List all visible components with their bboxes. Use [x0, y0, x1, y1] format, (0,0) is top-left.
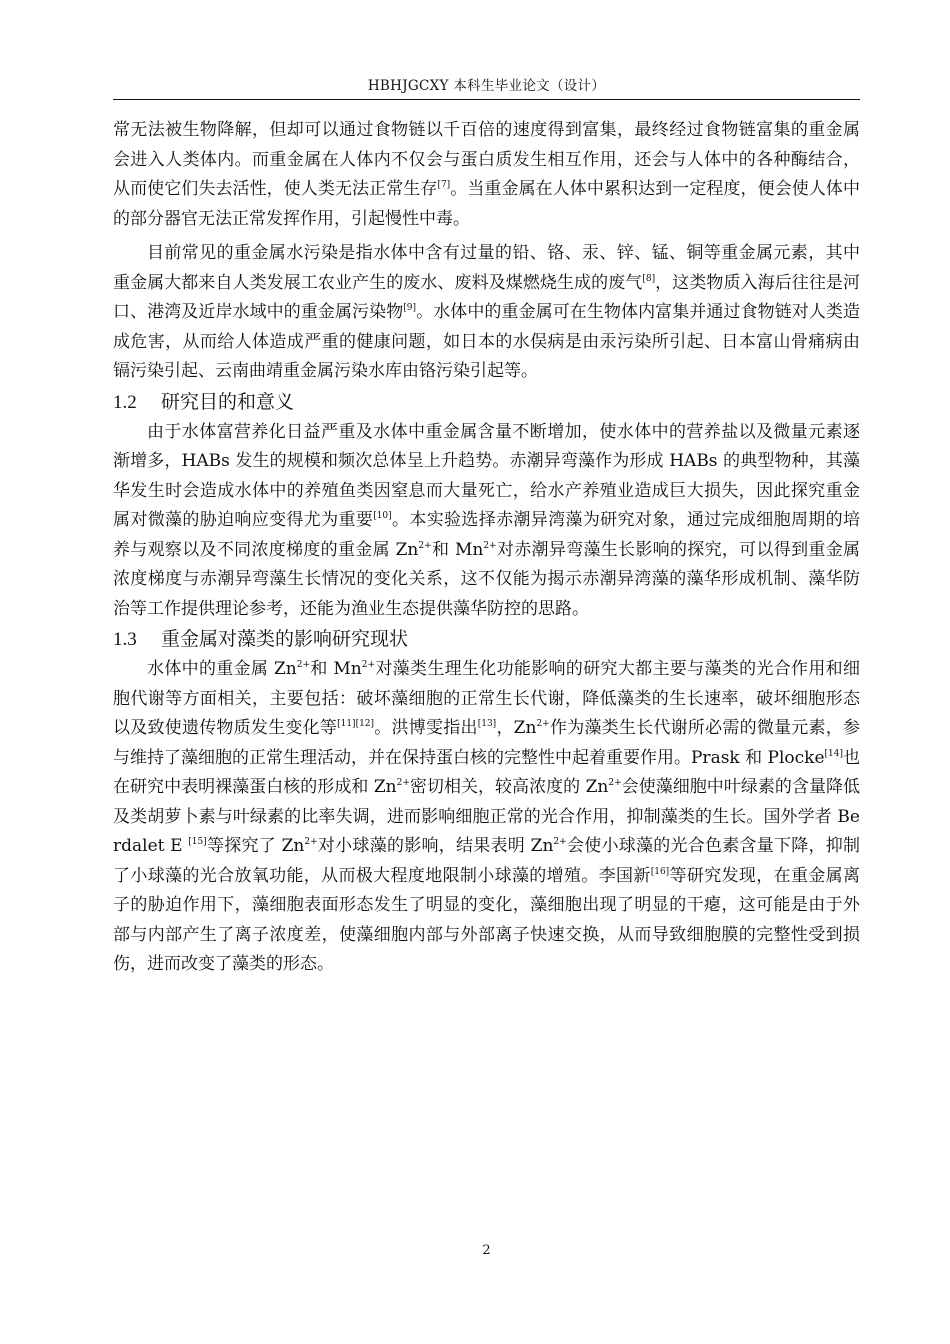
citation-ref: [13] [477, 719, 497, 729]
header-rule [113, 99, 860, 100]
citation-ref: [15] [188, 837, 207, 847]
citation-ref: [10] [373, 511, 392, 521]
section-title: 重金属对藻类的影响研究现状 [161, 628, 409, 650]
paragraph-heavy-metal-accumulation [113, 116, 860, 234]
text-run: 等研究发现，在重金属离子的胁迫作用下，藻细胞表面形态发生了明显的变化，藻细胞出现了明显的干瘪，这可能是由于外部与内部产生了离子浓度差，使藻细胞内部与外部离子快速交换，从而导致细胞膜的完整性受到损伤，进而改变了藻类的形态。 [113, 865, 861, 974]
superscript-charge: 2+ [304, 837, 318, 847]
superscript-charge: 2+ [483, 540, 497, 551]
section-number: 1.3 [113, 629, 137, 650]
text-run: 密切相关，较高浓度的 Zn [409, 777, 609, 797]
paragraph-research-purpose [113, 418, 860, 625]
text-run: 。本实验选择赤潮异湾藻为研究对象，通过完成细胞周期的培养与观察以及不同浓度梯度的重金属 Zn [113, 510, 861, 560]
text-run: 和 Mn [431, 539, 484, 560]
text-run: ，Zn [496, 718, 537, 738]
paragraph-water-pollution [113, 239, 860, 387]
text-run: 对赤潮异弯藻生长影响的探究，可以得到重金属浓度梯度与赤潮异弯藻生长情况的变化关系，这不仅能为揭示赤潮异湾藻的藻华形成机制、藻华防治等工作提供理论参考，还能为渔业生态提供藻华防控的思路。 [113, 539, 861, 619]
text-run: 作为藻类生长代谢所必需的微量元素，参与维持了藻细胞的正常生理活动，并在保持蛋白核的完整性中起着重要作用。Prask 和 Plocke [113, 718, 861, 768]
page-number: 2 [482, 1243, 491, 1258]
text-run: 对小球藻的影响，结果表明 Zn [317, 836, 554, 856]
superscript-charge: 2+ [396, 778, 410, 788]
citation-ref: [9] [403, 303, 417, 313]
superscript-charge: 2+ [361, 660, 376, 670]
text-run: 常无法被生物降解，但却可以通过食物链以千百倍的速度得到富集，最终经过食物链富集的重金属会进入人类体内。而重金属在人体内不仅会与蛋白质发生相互作用，还会与人体中的各种酶结合，从而使它们失去活性，使人类无法正常生存 [113, 120, 860, 199]
citation-ref: [8] [642, 273, 656, 284]
citation-ref: [16] [650, 866, 670, 877]
section-title: 研究目的和意义 [161, 390, 295, 413]
section-heading-1-3 [113, 624, 860, 655]
text-run: 水体中的重金属 Zn [147, 659, 297, 679]
section-number: 1.2 [113, 391, 137, 413]
citation-ref: [7] [437, 180, 451, 190]
text-run: 。当重金属在人体中累积达到一定程度，便会使人体中的部分器官无法正常发挥作用，引起慢性中毒。 [113, 179, 861, 229]
text-run: 目前常见的重金属水污染是指水体中含有过量的铅、铬、汞、锌、锰、铜等重金属元素，其中重金属大都来自人类发展工农业产生的废水、废料及煤燃烧生成的废气 [113, 243, 860, 293]
citation-ref: [14] [824, 748, 844, 759]
text-run: 会使小球藻的光合色素含量下降，抑制了小球藻的光合放氧功能，从而极大程度地限制小球藻的增殖。李国新 [113, 836, 861, 886]
body-content [113, 116, 860, 980]
text-run: 由于水体富营养化日益严重及水体中重金属含量不断增加，使水体中的营养盐以及微量元素逐渐增多，HABs 发生的规模和频次总体呈上升趋势。赤潮异弯藻作为形成 HABs 的典型物种，其藻华发生时会造成水体中的养殖鱼类因窒息而大量死亡，给水产养殖业造成巨大损失，因此探究重金属对微藻的胁迫响应变得尤为重要 [113, 421, 860, 530]
text-run: 。洪博雯指出 [374, 718, 478, 738]
text-run: ，这类物质入海后往往是河口、港湾及近岸水域中的重金属污染物 [113, 272, 861, 322]
paragraph-research-status [113, 655, 860, 980]
superscript-charge: 2+ [536, 719, 550, 729]
superscript-charge: 2+ [418, 540, 432, 551]
text-run: 。水体中的重金属可在生物体内富集并通过食物链对人类造成危害，从而给人体造成严重的健康问题，如日本的水俣病是由汞污染所引起、日本富山骨痛病由镉污染引起、云南曲靖重金属污染水库由铬污染引起等。 [113, 302, 861, 381]
citation-ref: [11][12] [337, 719, 375, 729]
text-run: 和 Mn [310, 659, 362, 679]
text-run: 也在研究中表明裸藻蛋白核的形成和 Zn [113, 747, 861, 797]
text-run: 等探究了 Zn [206, 836, 305, 856]
running-header: HBHJGCXY 本科生毕业论文（设计） [367, 78, 606, 94]
superscript-charge: 2+ [608, 778, 622, 788]
text-run: 会使藻细胞中叶绿素的含量降低及类胡萝卜素与叶绿素的比率失调，进而影响细胞正常的光合作用，抑制藻类的生长。国外学者 Berdalet E [113, 777, 861, 856]
section-heading-1-2 [113, 387, 860, 418]
text-run: 对藻类生理生化功能影响的研究大都主要与藻类的光合作用和细胞代谢等方面相关，主要包括：破坏藻细胞的正常生长代谢，降低藻类的生长速率，破坏细胞形态以及致使遗传物质发生变化等 [113, 659, 861, 738]
superscript-charge: 2+ [553, 837, 567, 847]
superscript-charge: 2+ [296, 660, 311, 670]
